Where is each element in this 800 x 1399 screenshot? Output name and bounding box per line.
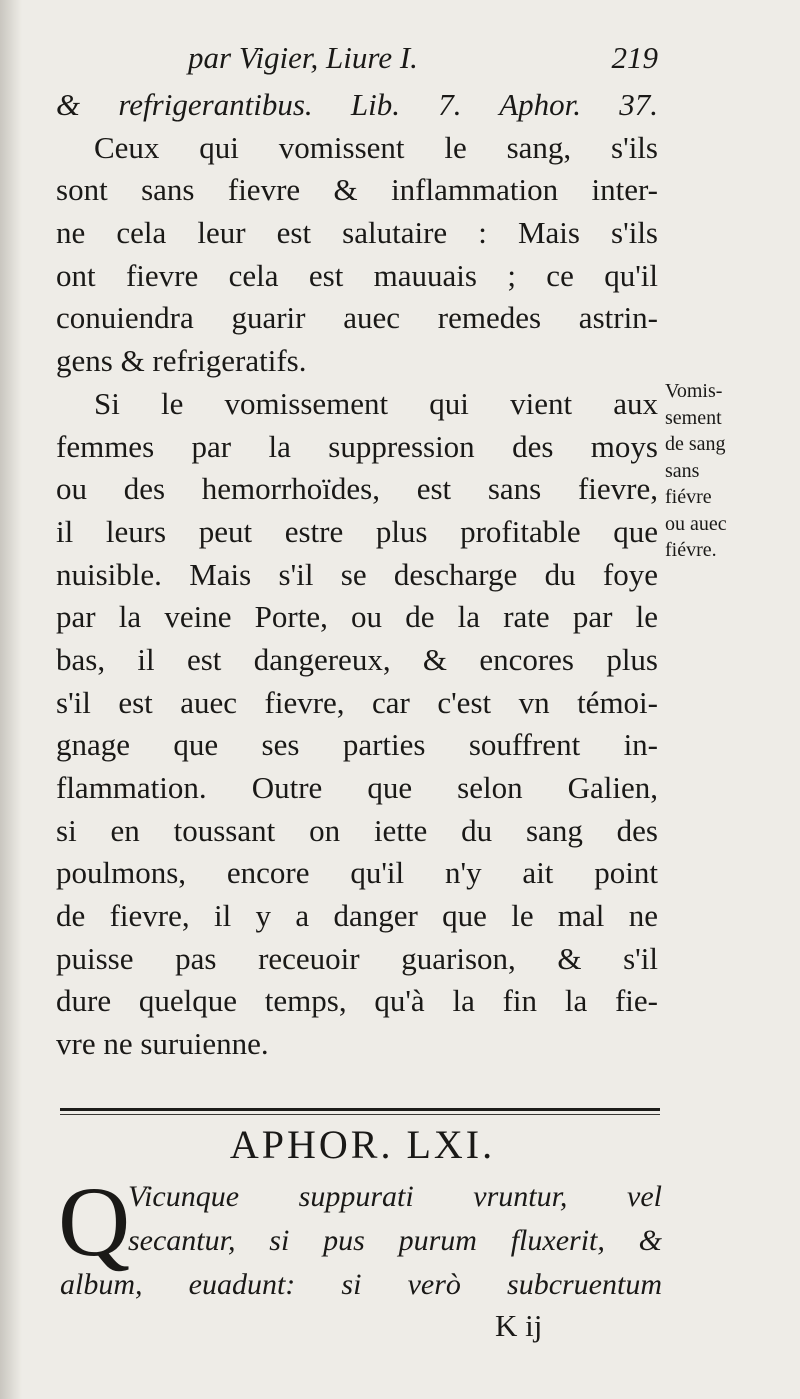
drop-cap: Q — [58, 1166, 131, 1277]
catchword: K ij — [495, 1308, 543, 1343]
text-line: puisse pas receuoir guarison, & s'il — [56, 940, 658, 976]
latin-text — [60, 1175, 662, 1307]
text-line: il leurs peut estre plus profitable que — [56, 513, 658, 549]
binding-shadow — [0, 0, 22, 1399]
margin-note-line: Vomis- — [665, 380, 723, 402]
body-text — [56, 84, 658, 1066]
text-line: par la veine Porte, ou de la rate par le — [56, 599, 658, 635]
text-line: ou des hemorrhoïdes, est sans fievre, — [56, 471, 658, 507]
text-line: dure quelque temps, qu'à la fin la fie- — [56, 983, 658, 1019]
text-line: conuiendra guarir auec remedes astrin- — [56, 300, 658, 336]
latin-line: Vicunque suppurati vruntur, vel — [128, 1180, 662, 1213]
latin-line: secantur, si pus purum fluxerit, & — [128, 1224, 662, 1257]
latin-line: album, euadunt: si verò subcruentum — [60, 1268, 662, 1301]
text-line: sont sans fievre & inflammation inter- — [56, 172, 658, 208]
text-line: gens & refrigeratifs. — [56, 343, 307, 379]
margin-note — [665, 378, 790, 564]
text-line: gnage que ses parties souffrent in- — [56, 727, 658, 763]
text-line: Si le vomissement qui vient aux — [94, 385, 658, 421]
margin-note-line: sement — [665, 406, 722, 429]
text-line: flammation. Outre que selon Galien, — [56, 770, 658, 805]
text-line: ont fievre cela est mauuais ; ce qu'il — [56, 257, 658, 293]
section-divider — [60, 1108, 660, 1111]
text-line: ne cela leur est salutaire : Mais s'ils — [56, 215, 658, 251]
margin-note-line: de sang — [665, 433, 726, 455]
text-line: poulmons, encore qu'il n'y ait point — [56, 855, 658, 891]
text-line: femmes par la suppression des moys — [56, 428, 658, 464]
running-title: par Vigier, Liure I. — [188, 40, 418, 75]
text-line: s'il est auec fievre, car c'est vn témoi- — [56, 684, 658, 720]
aphorism-heading: APHOR. LXI. — [229, 1122, 496, 1167]
text-line: bas, il est dangereux, & encores plus — [56, 641, 658, 677]
text-line: & refrigerantibus. Lib. 7. Aphor. 37. — [56, 87, 658, 122]
margin-note-line: sans — [665, 459, 700, 482]
text-line: vre ne suruienne. — [56, 1026, 269, 1062]
margin-note-line: fiévre — [665, 486, 712, 508]
text-line: nuisible. Mais s'il se descharge du foye — [56, 556, 658, 592]
text-line: si en toussant on iette du sang des — [56, 812, 658, 848]
text-line: de fievre, il y a danger que le mal ne — [56, 898, 658, 934]
margin-note-line: ou auec — [665, 512, 727, 535]
margin-note-line: fiévre. — [665, 539, 717, 561]
page-number: 219 — [611, 40, 658, 75]
text-line: Ceux qui vomissent le sang, s'ils — [94, 129, 658, 165]
